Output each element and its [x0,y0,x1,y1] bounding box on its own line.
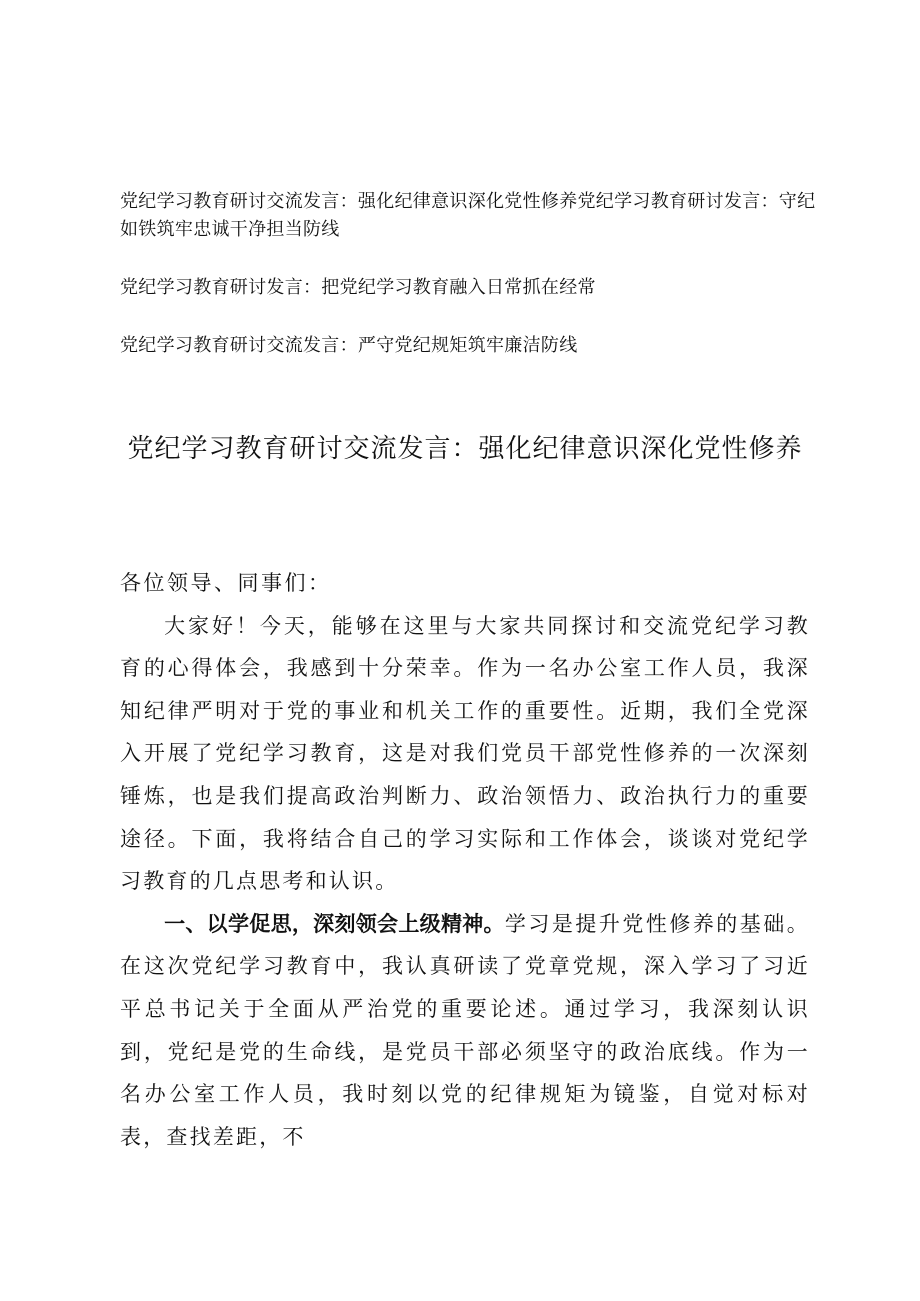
related-article-item[interactable]: 党纪学习教育研讨交流发言：严守党纪规矩筑牢廉洁防线 [120,335,578,356]
section-one-paragraph [120,903,810,1159]
intro-paragraph: 大家好！今天，能够在这里与大家共同探讨和交流党纪学习教育的心得体会，我感到十分荣幸。作为一名办公室工作人员，我深知纪律严明对于党的事业和机关工作的重要性。近期，我们全党深入开展了党纪学习教育，这是对我们党员干部党性修养的一次深刻锤炼，也是我们提高政治判断力、政治领悟力、政治执行力的重要途径。下面，我将结合自己的学习实际和工作体会，谈谈对党纪学习教育的几点思考和认识。 [120,613,810,894]
related-article-item[interactable]: 党纪学习教育研讨交流发言：强化纪律意识深化党性修养党纪学习教育研讨发言：守纪如铁筑牢忠诚干净担当防线 [120,191,816,240]
document-body [120,562,810,1158]
section-one-text: 学习是提升党性修养的基础。在这次党纪学习教育中，我认真研读了党章党规，深入学习了习近平总书记关于全面从严治党的重要论述。通过学习，我深刻认识到，党纪是党的生命线，是党员干部必须坚守的政治底线。作为一名办公室工作人员，我时刻以党的纪律规矩为镜鉴，自觉对标对表，查找差距，不 [120,911,810,1149]
related-article-item[interactable]: 党纪学习教育研讨发言：把党纪学习教育融入日常抓在经常 [120,277,596,298]
salutation: 各位领导、同事们： [120,571,332,595]
related-articles-list [120,188,820,390]
document-title: 党纪学习教育研讨交流发言：强化纪律意识深化党性修养 [127,434,803,464]
section-one-heading: 一、以学促思，深刻领会上级精神。 [164,911,505,936]
